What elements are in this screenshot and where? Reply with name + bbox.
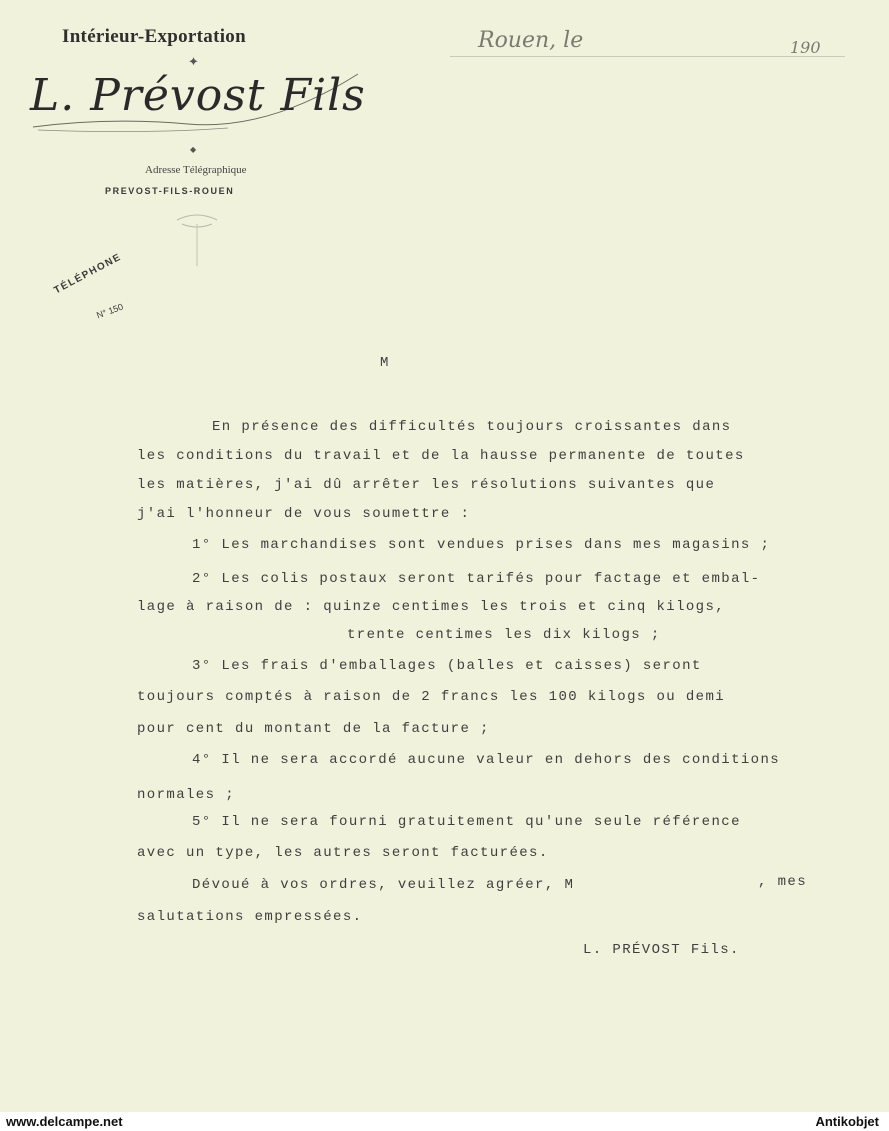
cross-ornament: ✦ xyxy=(188,55,199,70)
year-prefix: 190 xyxy=(790,38,821,57)
place-date-label: Rouen, le xyxy=(478,28,584,53)
watermark-bar xyxy=(0,1112,889,1131)
telephone-number: N° 150 xyxy=(95,301,125,321)
body-line: toujours comptés à raison de 2 francs les 100 kilogs ou demi xyxy=(137,689,726,705)
address-label: Adresse Télégraphique xyxy=(145,164,247,176)
signature: L. PRÉVOST Fils. xyxy=(583,942,740,958)
closing-line: Dévoué à vos ordres, veuillez agréer, M xyxy=(192,877,575,893)
body-line: les conditions du travail et de la hausse permanente de toutes xyxy=(137,448,745,464)
condition-1: 1° Les marchandises sont vendues prises dans mes magasins ; xyxy=(192,537,771,553)
condition-4: 4° Il ne sera accordé aucune valeur en dehors des conditions xyxy=(192,752,781,768)
closing-line: salutations empressées. xyxy=(137,909,363,925)
body-line: j'ai l'honneur de vous soumettre : xyxy=(137,506,471,522)
telephone-label: TÉLÉPHONE xyxy=(52,251,124,297)
watermark-left: www.delcampe.net xyxy=(6,1114,123,1129)
company-name: L. Prévost Fils xyxy=(30,70,366,121)
condition-2: 2° Les colis postaux seront tarifés pour factage et embal- xyxy=(192,571,761,587)
scroll-ornament xyxy=(172,208,222,268)
body-line: avec un type, les autres seront facturées. xyxy=(137,845,549,861)
watermark-right: Antikobjet xyxy=(815,1114,879,1129)
body-line: En présence des difficultés toujours croissantes dans xyxy=(212,419,732,435)
condition-5: 5° Il ne sera fourni gratuitement qu'une seule référence xyxy=(192,814,741,830)
telegraphic-address: PREVOST-FILS-ROUEN xyxy=(105,186,235,196)
body-line: pour cent du montant de la facture ; xyxy=(137,721,490,737)
body-line: lage à raison de : quinze centimes les trois et cinq kilogs, xyxy=(137,599,726,615)
date-rule xyxy=(450,56,845,57)
condition-3: 3° Les frais d'emballages (balles et caisses) seront xyxy=(192,658,702,674)
closing-line-end: , mes xyxy=(758,874,808,890)
diamond-ornament: ◆ xyxy=(190,145,197,154)
salutation: M xyxy=(380,355,390,371)
body-line: trente centimes les dix kilogs ; xyxy=(347,627,661,643)
letterhead-tagline: Intérieur-Exportation xyxy=(62,26,246,47)
body-line: normales ; xyxy=(137,787,236,803)
body-line: les matières, j'ai dû arrêter les résolutions suivantes que xyxy=(137,477,716,493)
